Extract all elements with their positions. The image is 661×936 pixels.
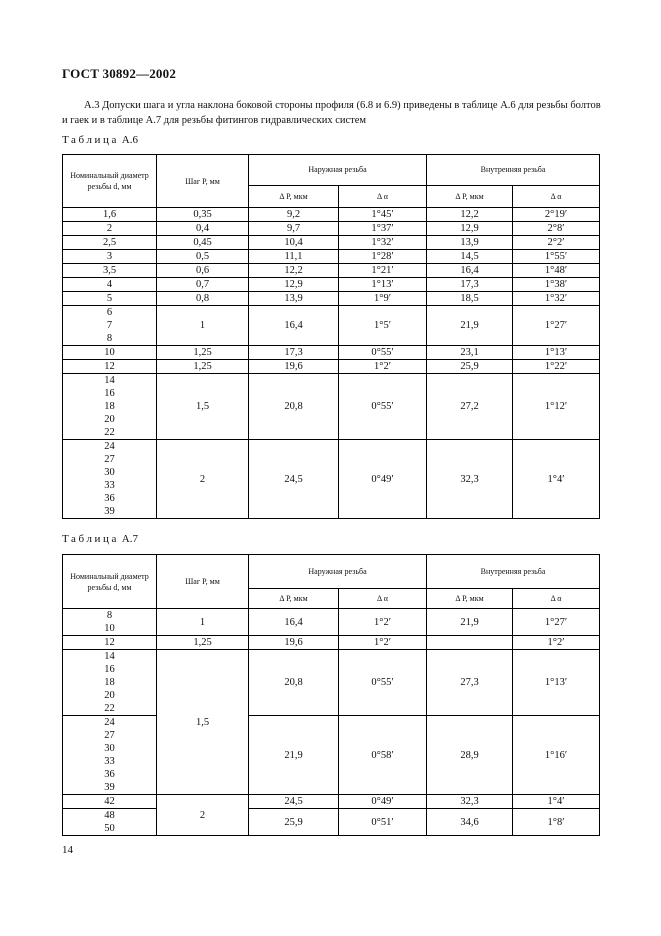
diameter-value: 33 — [104, 480, 115, 491]
cell-ip: 18,5 — [427, 292, 513, 306]
table-row — [63, 795, 600, 809]
cell-diameter — [63, 264, 157, 278]
cell-ea: 1°37′ — [339, 222, 427, 236]
cell-diameter — [63, 208, 157, 222]
cell-ep: 13,9 — [249, 292, 339, 306]
cell-ia: 1°55′ — [513, 250, 600, 264]
table-a6-caption-word: Таблица — [62, 134, 119, 146]
cell-pitch: 0,4 — [157, 222, 249, 236]
table-a6-caption-id: А.6 — [121, 134, 138, 146]
diameter-value: 48 — [104, 810, 115, 821]
cell-diameter — [63, 222, 157, 236]
cell-pitch: 1,5 — [157, 650, 249, 795]
cell-diameter — [63, 292, 157, 306]
cell-ia: 1°8′ — [513, 809, 600, 836]
diameter-value: 30 — [104, 467, 115, 478]
table-a6-header-external-dp: Δ P, мкм — [249, 185, 339, 207]
cell-diameter — [63, 360, 157, 374]
diameter-value: 24 — [104, 717, 115, 728]
diameter-value: 3 — [106, 251, 113, 262]
cell-ip: 14,5 — [427, 250, 513, 264]
table-a7-header-internal-da: Δ α — [513, 589, 600, 609]
table-row — [63, 650, 600, 716]
cell-ip: 12,9 — [427, 222, 513, 236]
table-row — [63, 716, 600, 795]
cell-ep: 19,6 — [249, 360, 339, 374]
diameter-value: 20 — [104, 414, 115, 425]
table-a7 — [62, 554, 600, 836]
cell-pitch: 1,25 — [157, 636, 249, 650]
cell-ip: 28,9 — [427, 716, 513, 795]
diameter-value: 3,5 — [102, 265, 117, 276]
cell-diameter — [63, 346, 157, 360]
diameter-value: 30 — [104, 743, 115, 754]
cell-ep: 12,2 — [249, 264, 339, 278]
table-row — [63, 440, 600, 519]
cell-pitch: 1 — [157, 306, 249, 346]
table-a7-caption-id: А.7 — [121, 533, 138, 545]
table-a6-header-diameter: Номинальный диаметр резьбы d, мм — [63, 155, 157, 208]
cell-ea: 1°5′ — [339, 306, 427, 346]
diameter-value: 5 — [106, 293, 113, 304]
diameter-value: 36 — [104, 769, 115, 780]
cell-ia: 1°27′ — [513, 609, 600, 636]
cell-diameter — [63, 236, 157, 250]
table-row — [63, 292, 600, 306]
diameter-value: 42 — [104, 796, 115, 807]
diameter-value: 6 — [106, 307, 113, 318]
table-row — [63, 278, 600, 292]
cell-ia: 1°13′ — [513, 650, 600, 716]
cell-ia: 1°13′ — [513, 346, 600, 360]
cell-ip: 25,9 — [427, 360, 513, 374]
cell-ea: 0°55′ — [339, 346, 427, 360]
table-row — [63, 264, 600, 278]
cell-pitch: 0,35 — [157, 208, 249, 222]
diameter-value: 12 — [104, 361, 115, 372]
diameter-value: 50 — [104, 823, 115, 834]
table-a7-header-diameter: Номинальный диаметр резьбы d, мм — [63, 555, 157, 609]
cell-pitch: 2 — [157, 440, 249, 519]
cell-diameter — [63, 374, 157, 440]
diameter-value: 33 — [104, 756, 115, 767]
table-row — [63, 222, 600, 236]
diameter-value: 27 — [104, 730, 115, 741]
cell-diameter — [63, 716, 157, 795]
cell-ep: 25,9 — [249, 809, 339, 836]
cell-pitch: 2 — [157, 795, 249, 836]
cell-ep: 10,4 — [249, 236, 339, 250]
diameter-value: 8 — [106, 610, 113, 621]
diameter-value: 10 — [104, 623, 115, 634]
cell-pitch: 0,6 — [157, 264, 249, 278]
cell-ea: 1°9′ — [339, 292, 427, 306]
cell-ip: 21,9 — [427, 609, 513, 636]
cell-ip: 13,9 — [427, 236, 513, 250]
table-row — [63, 360, 600, 374]
cell-pitch: 0,7 — [157, 278, 249, 292]
diameter-value: 18 — [104, 401, 115, 412]
cell-ep: 16,4 — [249, 609, 339, 636]
table-row — [63, 208, 600, 222]
cell-ep: 20,8 — [249, 650, 339, 716]
diameter-value: 22 — [104, 703, 115, 714]
diameter-value: 12 — [104, 637, 115, 648]
table-a7-caption-word: Таблица — [62, 533, 119, 545]
cell-ep: 9,2 — [249, 208, 339, 222]
cell-ip: 17,3 — [427, 278, 513, 292]
cell-ip: 32,3 — [427, 440, 513, 519]
table-a6-header-internal-da: Δ α — [513, 185, 600, 207]
table-row — [63, 609, 600, 636]
diameter-value: 20 — [104, 690, 115, 701]
table-row — [63, 809, 600, 836]
cell-ea: 0°55′ — [339, 374, 427, 440]
cell-diameter — [63, 650, 157, 716]
cell-ep: 24,5 — [249, 795, 339, 809]
page-number: 14 — [62, 844, 73, 856]
cell-ep: 11,1 — [249, 250, 339, 264]
cell-ea: 0°51′ — [339, 809, 427, 836]
diameter-value: 39 — [104, 782, 115, 793]
table-a7-header-pitch: Шаг P, мм — [157, 555, 249, 609]
cell-ep: 20,8 — [249, 374, 339, 440]
cell-ia: 2°8′ — [513, 222, 600, 236]
diameter-value: 14 — [104, 375, 115, 386]
table-a7-body — [63, 609, 600, 836]
cell-ia: 2°2′ — [513, 236, 600, 250]
cell-diameter — [63, 609, 157, 636]
cell-ep: 24,5 — [249, 440, 339, 519]
cell-ia: 1°4′ — [513, 795, 600, 809]
diameter-value: 8 — [106, 333, 113, 344]
diameter-value: 10 — [104, 347, 115, 358]
cell-ia: 2°19′ — [513, 208, 600, 222]
cell-ia: 1°2′ — [513, 636, 600, 650]
cell-pitch: 1 — [157, 609, 249, 636]
cell-ea: 1°21′ — [339, 264, 427, 278]
cell-ia: 1°22′ — [513, 360, 600, 374]
cell-ia: 1°12′ — [513, 374, 600, 440]
cell-pitch: 0,5 — [157, 250, 249, 264]
diameter-value: 24 — [104, 441, 115, 452]
table-a7-header-internal: Внутренняя резьба — [427, 555, 600, 589]
table-row — [63, 236, 600, 250]
cell-ea: 1°2′ — [339, 360, 427, 374]
cell-ep: 21,9 — [249, 716, 339, 795]
cell-ea: 0°58′ — [339, 716, 427, 795]
cell-ea: 1°32′ — [339, 236, 427, 250]
diameter-value: 14 — [104, 651, 115, 662]
table-row — [63, 636, 600, 650]
table-row — [63, 346, 600, 360]
table-a7-header-external: Наружная резьба — [249, 555, 427, 589]
diameter-value: 18 — [104, 677, 115, 688]
diameter-value: 4 — [106, 279, 113, 290]
cell-diameter — [63, 250, 157, 264]
intro-paragraph: А.3 Допуски шага и угла наклона боковой стороны профиля (6.8 и 6.9) приведены в таблице А.6 для резьбы болтов и гаек и в таблице А.7 для резьбы фитингов гидравлических систем — [62, 100, 601, 126]
diameter-value: 7 — [106, 320, 113, 331]
cell-ia: 1°16′ — [513, 716, 600, 795]
cell-ip: 34,6 — [427, 809, 513, 836]
table-a6-header-internal-dp: Δ P, мкм — [427, 185, 513, 207]
diameter-value: 36 — [104, 493, 115, 504]
cell-ia: 1°4′ — [513, 440, 600, 519]
cell-diameter — [63, 795, 157, 809]
cell-ea: 1°28′ — [339, 250, 427, 264]
cell-diameter — [63, 306, 157, 346]
table-a6-body — [63, 208, 600, 519]
cell-ea: 1°13′ — [339, 278, 427, 292]
cell-ia: 1°38′ — [513, 278, 600, 292]
cell-diameter — [63, 809, 157, 836]
cell-diameter — [63, 278, 157, 292]
cell-ep: 12,9 — [249, 278, 339, 292]
table-a6-header-external-da: Δ α — [339, 185, 427, 207]
diameter-value: 16 — [104, 388, 115, 399]
cell-pitch: 0,8 — [157, 292, 249, 306]
diameter-value: 39 — [104, 506, 115, 517]
cell-ip: 27,2 — [427, 374, 513, 440]
cell-ia: 1°32′ — [513, 292, 600, 306]
document-title: ГОСТ 30892—2002 — [62, 66, 177, 81]
cell-ia: 1°48′ — [513, 264, 600, 278]
cell-ea: 0°49′ — [339, 795, 427, 809]
cell-ep: 17,3 — [249, 346, 339, 360]
cell-ip: 23,1 — [427, 346, 513, 360]
table-a7-header-external-da: Δ α — [339, 589, 427, 609]
diameter-value: 22 — [104, 427, 115, 438]
cell-ep: 9,7 — [249, 222, 339, 236]
cell-ea: 1°2′ — [339, 609, 427, 636]
table-a6-header-internal: Внутренняя резьба — [427, 155, 600, 186]
table-a7-header-internal-dp: Δ P, мкм — [427, 589, 513, 609]
table-a6-header-pitch: Шаг P, мм — [157, 155, 249, 208]
cell-diameter — [63, 440, 157, 519]
diameter-value: 2 — [106, 223, 113, 234]
cell-pitch: 1,25 — [157, 346, 249, 360]
table-a6 — [62, 154, 600, 519]
cell-ip: 21,9 — [427, 306, 513, 346]
cell-ea: 1°45′ — [339, 208, 427, 222]
cell-ip: 16,4 — [427, 264, 513, 278]
table-a6-caption — [62, 134, 138, 146]
cell-pitch: 1,5 — [157, 374, 249, 440]
diameter-value: 16 — [104, 664, 115, 675]
diameter-value: 2,5 — [102, 237, 117, 248]
cell-ep: 16,4 — [249, 306, 339, 346]
table-a6-header-external: Наружная резьба — [249, 155, 427, 186]
table-a7-header-external-dp: Δ P, мкм — [249, 589, 339, 609]
cell-ea: 0°55′ — [339, 650, 427, 716]
cell-ip: 12,2 — [427, 208, 513, 222]
cell-ia: 1°27′ — [513, 306, 600, 346]
diameter-value: 27 — [104, 454, 115, 465]
table-row — [63, 250, 600, 264]
cell-ea: 0°49′ — [339, 440, 427, 519]
cell-pitch: 0,45 — [157, 236, 249, 250]
table-row — [63, 374, 600, 440]
cell-diameter — [63, 636, 157, 650]
cell-ep: 19,6 — [249, 636, 339, 650]
table-row — [63, 306, 600, 346]
cell-ea: 1°2′ — [339, 636, 427, 650]
diameter-value: 1,6 — [102, 209, 117, 220]
cell-pitch: 1,25 — [157, 360, 249, 374]
cell-ip — [427, 636, 513, 650]
table-a7-caption — [62, 533, 138, 545]
cell-ip: 32,3 — [427, 795, 513, 809]
cell-ip: 27,3 — [427, 650, 513, 716]
